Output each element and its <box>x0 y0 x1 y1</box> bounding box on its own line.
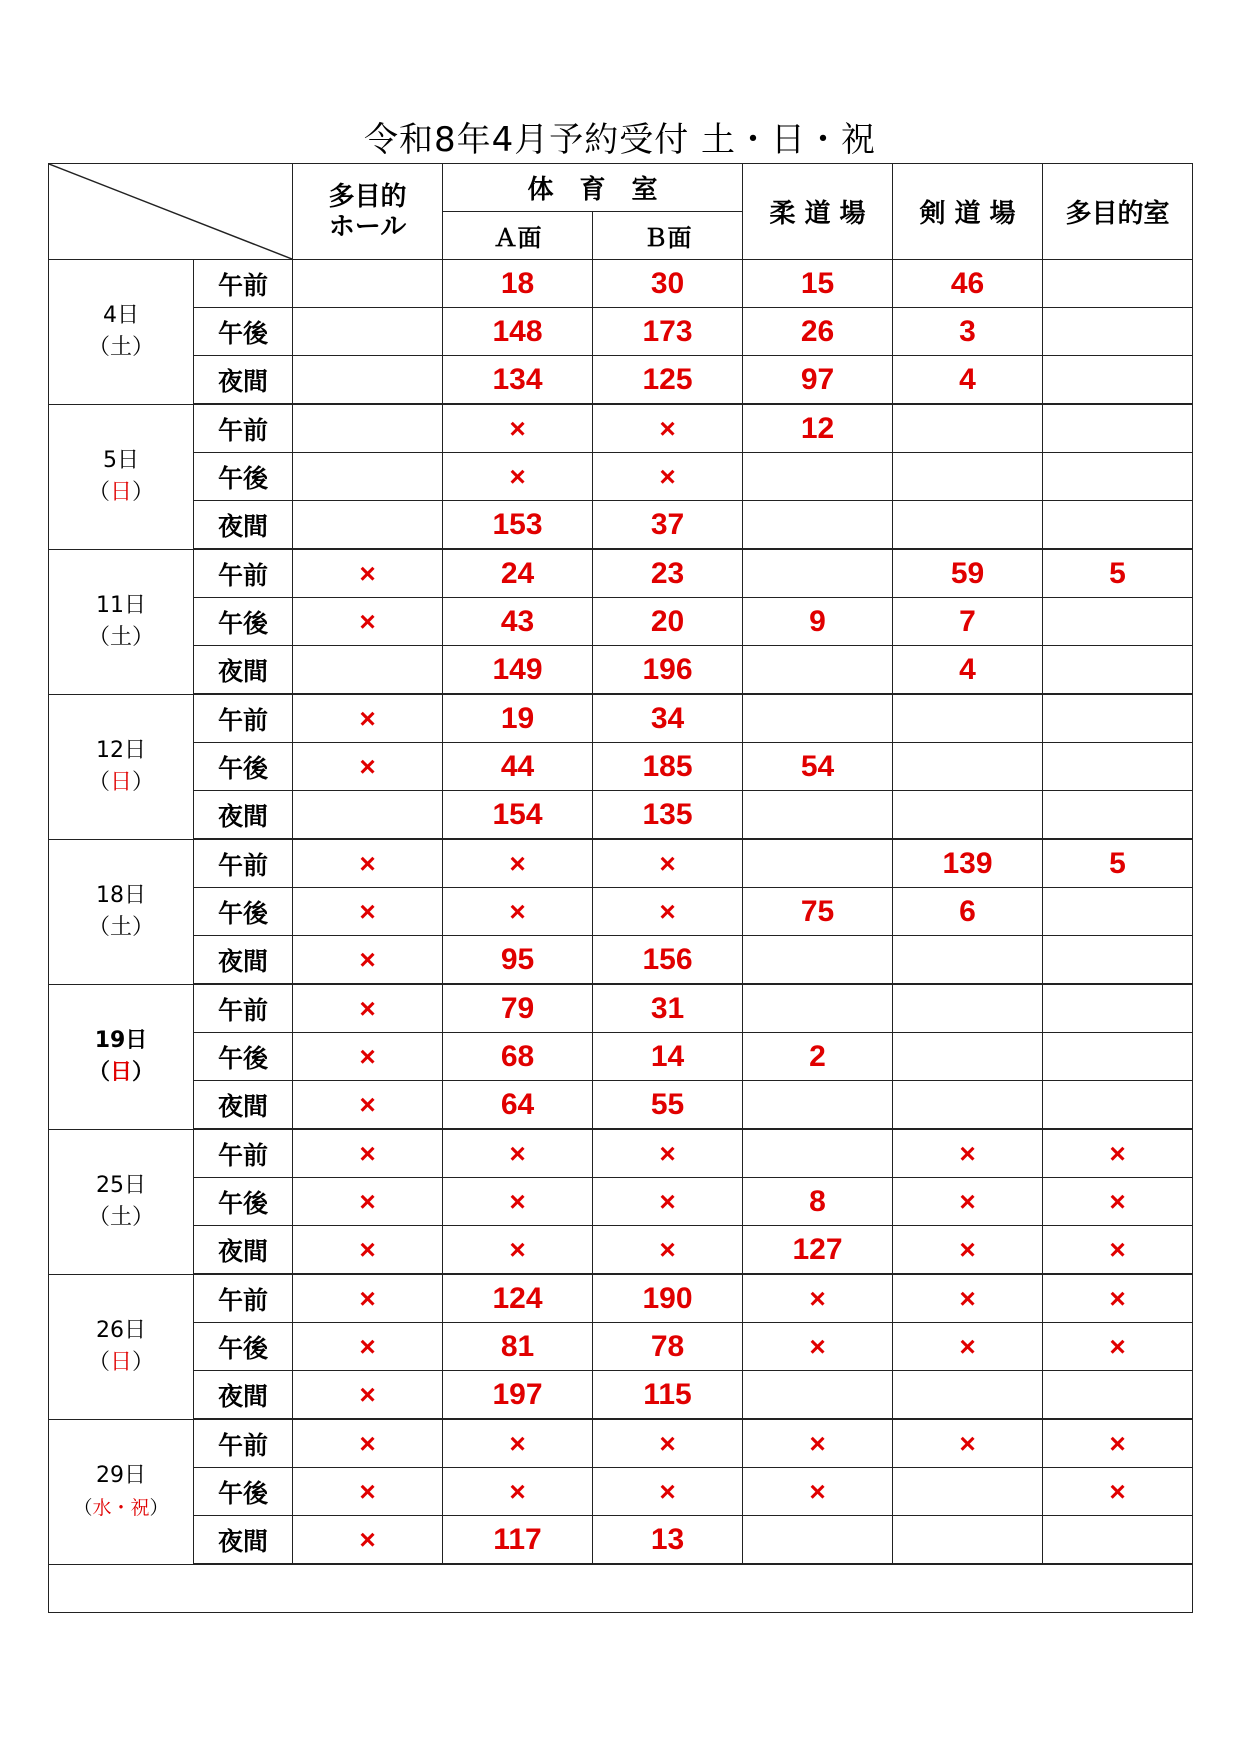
empty-cell <box>893 1516 1043 1565</box>
table-row <box>49 1178 1193 1226</box>
reservation-count: 26 <box>743 308 893 356</box>
time-slot-label: 午後 <box>194 1033 293 1081</box>
empty-cell <box>1043 888 1193 936</box>
weekday-text: 日 <box>109 1349 132 1375</box>
unavailable-mark: × <box>593 453 743 501</box>
unavailable-mark: × <box>443 1468 593 1516</box>
unavailable-mark: × <box>293 839 443 888</box>
unavailable-mark: × <box>293 549 443 598</box>
reservation-count: 79 <box>443 984 593 1033</box>
unavailable-mark: × <box>593 1178 743 1226</box>
empty-cell <box>1043 453 1193 501</box>
header-multi-room: 多目的室 <box>1043 164 1193 260</box>
reservation-count: 124 <box>443 1274 593 1323</box>
header-judo: 柔 道 場 <box>743 164 893 260</box>
unavailable-mark: × <box>743 1274 893 1323</box>
unavailable-mark: × <box>293 598 443 646</box>
unavailable-mark: × <box>1043 1226 1193 1275</box>
weekday-label: （土） <box>87 914 155 940</box>
table-row <box>49 308 1193 356</box>
empty-cell <box>1043 356 1193 405</box>
date-label: 12日 <box>96 737 146 763</box>
reservation-count: 14 <box>593 1033 743 1081</box>
reservation-count: 19 <box>443 694 593 743</box>
empty-cell <box>743 694 893 743</box>
unavailable-mark: × <box>293 1516 443 1565</box>
unavailable-mark: × <box>443 1178 593 1226</box>
empty-cell <box>293 260 443 308</box>
empty-cell <box>1043 1081 1193 1130</box>
unavailable-mark: × <box>593 1226 743 1275</box>
reservation-count: 125 <box>593 356 743 405</box>
unavailable-mark: × <box>743 1419 893 1468</box>
reservation-count: 81 <box>443 1323 593 1371</box>
unavailable-mark: × <box>893 1274 1043 1323</box>
empty-cell <box>1043 936 1193 985</box>
reservation-count: 55 <box>593 1081 743 1130</box>
unavailable-mark: × <box>443 1419 593 1468</box>
date-label: 19日 <box>94 1027 148 1053</box>
reservation-count: 139 <box>893 839 1043 888</box>
date-cell <box>49 404 194 549</box>
unavailable-mark: × <box>1043 1468 1193 1516</box>
reservation-count: 95 <box>443 936 593 985</box>
date-label: 29日 <box>96 1462 146 1488</box>
empty-cell <box>743 549 893 598</box>
table-row <box>49 1129 1193 1178</box>
table-row <box>49 1033 1193 1081</box>
time-slot-label: 午後 <box>194 1323 293 1371</box>
empty-cell <box>893 936 1043 985</box>
unavailable-mark: × <box>743 1468 893 1516</box>
time-slot-label: 夜間 <box>194 1371 293 1420</box>
reservation-count: 4 <box>893 646 1043 695</box>
empty-cell <box>743 1129 893 1178</box>
table-row <box>49 888 1193 936</box>
table-row <box>49 1371 1193 1420</box>
empty-cell <box>1043 984 1193 1033</box>
weekday-label: （土） <box>87 334 155 360</box>
reservation-count: 12 <box>743 404 893 453</box>
empty-cell <box>893 1371 1043 1420</box>
time-slot-label: 夜間 <box>194 1081 293 1130</box>
unavailable-mark: × <box>293 936 443 985</box>
empty-cell <box>743 453 893 501</box>
date-cell <box>49 260 194 405</box>
reservation-count: 197 <box>443 1371 593 1420</box>
reservation-count: 185 <box>593 743 743 791</box>
unavailable-mark: × <box>293 694 443 743</box>
date-cell <box>49 549 194 694</box>
header-hall <box>293 164 443 260</box>
unavailable-mark: × <box>293 1468 443 1516</box>
unavailable-mark: × <box>593 888 743 936</box>
weekday-label: （日） <box>87 479 155 505</box>
time-slot-label: 夜間 <box>194 356 293 405</box>
table-row <box>49 598 1193 646</box>
table-row <box>49 356 1193 405</box>
empty-cell <box>1043 501 1193 550</box>
weekday-text: 土 <box>109 1204 132 1230</box>
empty-cell <box>893 743 1043 791</box>
reservation-count: 59 <box>893 549 1043 598</box>
unavailable-mark: × <box>593 1129 743 1178</box>
empty-cell <box>1043 646 1193 695</box>
reservation-count: 30 <box>593 260 743 308</box>
empty-cell <box>293 501 443 550</box>
unavailable-mark: × <box>893 1226 1043 1275</box>
unavailable-mark: × <box>443 888 593 936</box>
unavailable-mark: × <box>1043 1129 1193 1178</box>
reservation-count: 78 <box>593 1323 743 1371</box>
empty-cell <box>743 984 893 1033</box>
empty-cell <box>743 839 893 888</box>
reservation-count: 64 <box>443 1081 593 1130</box>
unavailable-mark: × <box>593 1419 743 1468</box>
empty-cell <box>893 1081 1043 1130</box>
table-row <box>49 1226 1193 1275</box>
reservation-count: 37 <box>593 501 743 550</box>
empty-cell <box>743 791 893 840</box>
table-row <box>49 1323 1193 1371</box>
time-slot-label: 午後 <box>194 1178 293 1226</box>
empty-cell <box>743 1371 893 1420</box>
unavailable-mark: × <box>443 839 593 888</box>
reservation-count: 4 <box>893 356 1043 405</box>
empty-cell <box>293 356 443 405</box>
unavailable-mark: × <box>443 404 593 453</box>
date-label: 4日 <box>103 302 139 328</box>
unavailable-mark: × <box>293 1371 443 1420</box>
unavailable-mark: × <box>893 1323 1043 1371</box>
reservation-count: 135 <box>593 791 743 840</box>
unavailable-mark: × <box>893 1419 1043 1468</box>
empty-cell <box>293 453 443 501</box>
empty-cell <box>293 646 443 695</box>
empty-cell <box>293 404 443 453</box>
unavailable-mark: × <box>593 1468 743 1516</box>
reservation-count: 34 <box>593 694 743 743</box>
time-slot-label: 夜間 <box>194 646 293 695</box>
unavailable-mark: × <box>293 743 443 791</box>
table-row <box>49 839 1193 888</box>
weekday-label: （土） <box>87 1204 155 1230</box>
time-slot-label: 午後 <box>194 308 293 356</box>
weekday-text: 土 <box>109 624 132 650</box>
empty-cell <box>1043 791 1193 840</box>
table-row <box>49 984 1193 1033</box>
empty-cell <box>893 1033 1043 1081</box>
time-slot-label: 午前 <box>194 260 293 308</box>
weekday-label: （日） <box>87 1059 155 1085</box>
unavailable-mark: × <box>593 404 743 453</box>
unavailable-mark: × <box>293 1129 443 1178</box>
reservation-count: 43 <box>443 598 593 646</box>
weekday-text: 日 <box>109 1059 132 1085</box>
unavailable-mark: × <box>1043 1274 1193 1323</box>
unavailable-mark: × <box>1043 1323 1193 1371</box>
date-cell <box>49 984 194 1129</box>
reservation-count: 23 <box>593 549 743 598</box>
reservation-count: 18 <box>443 260 593 308</box>
table-row <box>49 694 1193 743</box>
unavailable-mark: × <box>893 1129 1043 1178</box>
reservation-table <box>48 163 1193 1613</box>
header-gym: 体 育 室 <box>443 164 743 212</box>
empty-cell <box>1043 743 1193 791</box>
time-slot-label: 夜間 <box>194 791 293 840</box>
date-label: 25日 <box>96 1172 146 1198</box>
time-slot-label: 午前 <box>194 549 293 598</box>
date-label: 11日 <box>96 592 146 618</box>
weekday-label: （水・祝） <box>73 1496 169 1519</box>
reservation-count: 8 <box>743 1178 893 1226</box>
unavailable-mark: × <box>1043 1419 1193 1468</box>
time-slot-label: 午後 <box>194 888 293 936</box>
table-row <box>49 743 1193 791</box>
time-slot-label: 午前 <box>194 1274 293 1323</box>
empty-cell <box>1043 404 1193 453</box>
notes-area <box>49 1564 1193 1613</box>
empty-cell <box>893 984 1043 1033</box>
unavailable-mark: × <box>1043 1178 1193 1226</box>
unavailable-mark: × <box>293 1081 443 1130</box>
time-slot-label: 午前 <box>194 694 293 743</box>
unavailable-mark: × <box>293 1419 443 1468</box>
time-slot-label: 午前 <box>194 404 293 453</box>
unavailable-mark: × <box>293 1033 443 1081</box>
table-row <box>49 549 1193 598</box>
time-slot-label: 午前 <box>194 1129 293 1178</box>
reservation-count: 31 <box>593 984 743 1033</box>
reservation-count: 13 <box>593 1516 743 1565</box>
unavailable-mark: × <box>593 839 743 888</box>
reservation-count: 5 <box>1043 839 1193 888</box>
weekday-text: 日 <box>109 769 132 795</box>
date-cell <box>49 694 194 839</box>
reservation-count: 20 <box>593 598 743 646</box>
schedule-body <box>49 260 1193 1565</box>
empty-cell <box>1043 260 1193 308</box>
reservation-count: 7 <box>893 598 1043 646</box>
empty-cell <box>1043 1371 1193 1420</box>
time-slot-label: 夜間 <box>194 501 293 550</box>
reservation-count: 156 <box>593 936 743 985</box>
time-slot-label: 午後 <box>194 1468 293 1516</box>
reservation-count: 6 <box>893 888 1043 936</box>
reservation-count: 127 <box>743 1226 893 1275</box>
reservation-count: 196 <box>593 646 743 695</box>
weekday-text: 日 <box>109 479 132 505</box>
reservation-count: 148 <box>443 308 593 356</box>
empty-cell <box>743 1081 893 1130</box>
date-label: 26日 <box>96 1317 146 1343</box>
unavailable-mark: × <box>293 984 443 1033</box>
empty-cell <box>1043 694 1193 743</box>
empty-cell <box>893 791 1043 840</box>
empty-cell <box>893 453 1043 501</box>
reservation-count: 44 <box>443 743 593 791</box>
table-row <box>49 501 1193 550</box>
weekday-label: （日） <box>87 769 155 795</box>
reservation-count: 75 <box>743 888 893 936</box>
date-label: 5日 <box>103 447 139 473</box>
table-row <box>49 1081 1193 1130</box>
date-cell <box>49 1129 194 1274</box>
table-row <box>49 453 1193 501</box>
unavailable-mark: × <box>293 1226 443 1275</box>
empty-cell <box>1043 1033 1193 1081</box>
table-row <box>49 646 1193 695</box>
reservation-count: 149 <box>443 646 593 695</box>
empty-cell <box>293 791 443 840</box>
time-slot-label: 午前 <box>194 839 293 888</box>
time-slot-label: 午後 <box>194 598 293 646</box>
unavailable-mark: × <box>743 1323 893 1371</box>
reservation-count: 173 <box>593 308 743 356</box>
reservation-count: 2 <box>743 1033 893 1081</box>
table-row <box>49 1419 1193 1468</box>
unavailable-mark: × <box>443 453 593 501</box>
reservation-count: 46 <box>893 260 1043 308</box>
weekday-text: 水・祝 <box>92 1496 150 1519</box>
time-slot-label: 夜間 <box>194 936 293 985</box>
empty-cell <box>293 308 443 356</box>
unavailable-mark: × <box>893 1178 1043 1226</box>
table-row <box>49 936 1193 985</box>
diagonal-line <box>49 164 292 259</box>
unavailable-mark: × <box>293 1274 443 1323</box>
table-row <box>49 791 1193 840</box>
reservation-count: 54 <box>743 743 893 791</box>
date-label: 18日 <box>96 882 146 908</box>
unavailable-mark: × <box>293 1323 443 1371</box>
empty-cell <box>743 1516 893 1565</box>
page-title: 令和8年4月予約受付 土・日・祝 <box>363 120 877 160</box>
empty-cell <box>893 694 1043 743</box>
reservation-count: 154 <box>443 791 593 840</box>
table-row <box>49 260 1193 308</box>
empty-cell <box>1043 308 1193 356</box>
weekday-text: 土 <box>109 914 132 940</box>
reservation-count: 190 <box>593 1274 743 1323</box>
reservation-count: 68 <box>443 1033 593 1081</box>
corner-diagonal-cell <box>49 164 293 260</box>
unavailable-mark: × <box>293 1178 443 1226</box>
time-slot-label: 午前 <box>194 1419 293 1468</box>
empty-cell <box>1043 598 1193 646</box>
reservation-count: 3 <box>893 308 1043 356</box>
time-slot-label: 午後 <box>194 743 293 791</box>
time-slot-label: 夜間 <box>194 1226 293 1275</box>
time-slot-label: 午前 <box>194 984 293 1033</box>
reservation-count: 153 <box>443 501 593 550</box>
empty-cell <box>743 501 893 550</box>
weekday-text: 土 <box>109 334 132 360</box>
date-cell <box>49 839 194 984</box>
header-hall-line2: ホール <box>328 211 407 242</box>
reservation-count: 5 <box>1043 549 1193 598</box>
reservation-count: 97 <box>743 356 893 405</box>
header-kendo: 剣 道 場 <box>893 164 1043 260</box>
empty-cell <box>743 646 893 695</box>
reservation-count: 24 <box>443 549 593 598</box>
unavailable-mark: × <box>293 888 443 936</box>
empty-cell <box>893 501 1043 550</box>
table-row <box>49 1274 1193 1323</box>
empty-cell <box>893 404 1043 453</box>
empty-cell <box>893 1468 1043 1516</box>
header-hall-line1: 多目的 <box>328 181 407 212</box>
table-row <box>49 1516 1193 1565</box>
empty-cell <box>1043 1516 1193 1565</box>
header-gym-a: Ａ面 <box>443 212 593 260</box>
reservation-count: 115 <box>593 1371 743 1420</box>
weekday-label: （土） <box>87 624 155 650</box>
unavailable-mark: × <box>443 1129 593 1178</box>
date-cell <box>49 1419 194 1564</box>
empty-cell <box>743 936 893 985</box>
table-row <box>49 404 1193 453</box>
unavailable-mark: × <box>443 1226 593 1275</box>
reservation-count: 134 <box>443 356 593 405</box>
date-cell <box>49 1274 194 1419</box>
reservation-count: 9 <box>743 598 893 646</box>
weekday-label: （日） <box>87 1349 155 1375</box>
time-slot-label: 夜間 <box>194 1516 293 1565</box>
reservation-count: 117 <box>443 1516 593 1565</box>
reservation-count: 15 <box>743 260 893 308</box>
time-slot-label: 午後 <box>194 453 293 501</box>
header-gym-b: Ｂ面 <box>593 212 743 260</box>
table-row <box>49 1468 1193 1516</box>
